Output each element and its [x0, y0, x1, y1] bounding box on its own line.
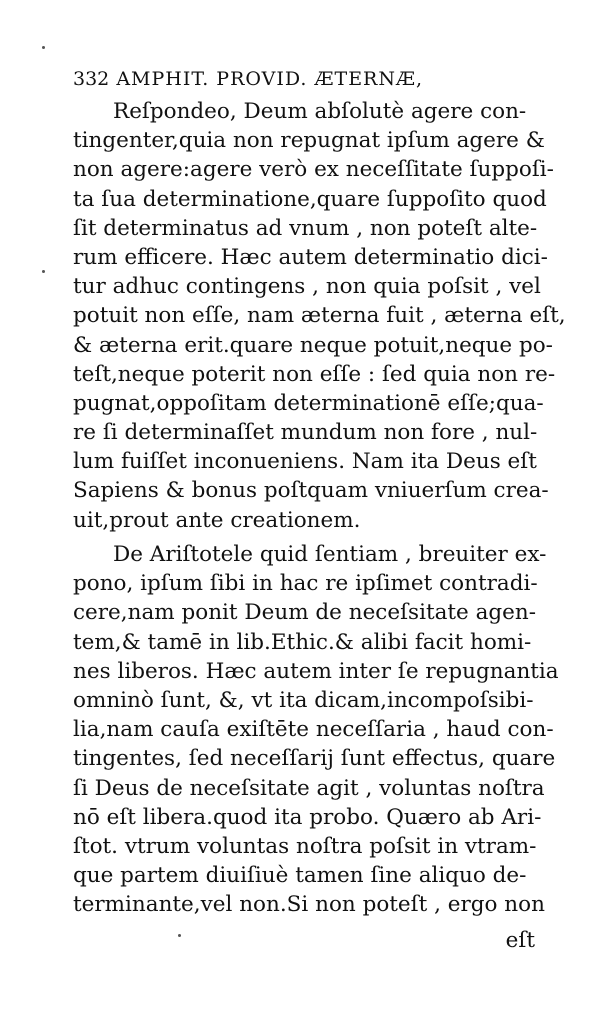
text-line: lum fuiſſet inconueniens. Nam ita Deus eſt	[73, 449, 537, 475]
running-head	[73, 68, 543, 90]
text-line: nō eſt libera.quod ita probo. Quæro ab Ari-	[73, 804, 542, 830]
text-line: que partem diuiſiuè tamen ſine aliquo de-	[73, 863, 527, 889]
text-line: nes liberos. Hæc autem inter ſe repugnantia	[73, 658, 559, 684]
paragraph-2	[73, 540, 559, 919]
text-line: potuit non eſſe, nam æterna fuit , æterna eſt,	[73, 303, 566, 329]
text-line: tingentes, ſed neceſſarij ſunt effectus, quare	[73, 746, 556, 772]
text-line: ſtot. vtrum voluntas noſtra poſsit in vtram-	[73, 833, 537, 859]
text-line: terminante,vel non.Si non poteſt , ergo non	[73, 892, 545, 918]
paper-speck	[178, 934, 181, 937]
text-line: ſi Deus de neceſsitate agit , voluntas noſtra	[73, 775, 545, 801]
text-line: uit,prout ante creationem.	[73, 507, 361, 533]
text-line: ſit determinatus ad vnum , non poteſt alte-	[73, 215, 538, 241]
text-line: pono, ipſum ſibi in hac re ipſimet contradi-	[73, 571, 538, 597]
text-line: lia,nam cauſa exiſtēte neceſſaria , haud con-	[73, 717, 554, 743]
text-line: re ſi determinaſſet mundum non fore , nul-	[73, 420, 538, 446]
page-number: 332	[73, 68, 110, 90]
text-line: cere,nam ponit Deum de neceſsitate agen-	[73, 600, 537, 626]
running-title: AMPHIT. PROVID. ÆTERNÆ,	[116, 68, 424, 90]
text-line: ta ſua determinatione,quare ſuppoſito quod	[73, 186, 547, 212]
paper-speck	[42, 46, 45, 49]
paper-speck	[42, 270, 45, 273]
text-line: teſt,neque poterit non eſſe : ſed quia non re-	[73, 361, 556, 387]
text-line: Reſpondeo, Deum abſolutè agere con-	[113, 99, 527, 124]
text-line: tur adhuc contingens , non quia poſsit , vel	[73, 274, 541, 300]
text-line: tem,& tamē in lib.Ethic.& alibi facit homi-	[73, 629, 532, 655]
catchword: eſt	[505, 928, 535, 953]
text-line: non agere:agere verò ex neceſſitate ſuppoſi-	[73, 157, 554, 183]
text-line: tingenter,quia non repugnat ipſum agere &	[73, 128, 545, 154]
text-line: Sapiens & bonus poſtquam vniuerſum crea-	[73, 478, 549, 504]
text-line: omninò ſunt, &, vt ita dicam,incompoſsibi-	[73, 687, 534, 713]
text-line: De Ariſtotele quid ſentiam , breuiter ex-	[113, 542, 547, 567]
text-line: & æterna erit.quare neque potuit,neque po-	[73, 332, 553, 358]
paragraph-1	[73, 97, 566, 535]
text-line: rum efficere. Hæc autem determinatio dici-	[73, 244, 548, 270]
text-line: pugnat,oppoſitam determinationē eſſe;qua-	[73, 390, 544, 416]
